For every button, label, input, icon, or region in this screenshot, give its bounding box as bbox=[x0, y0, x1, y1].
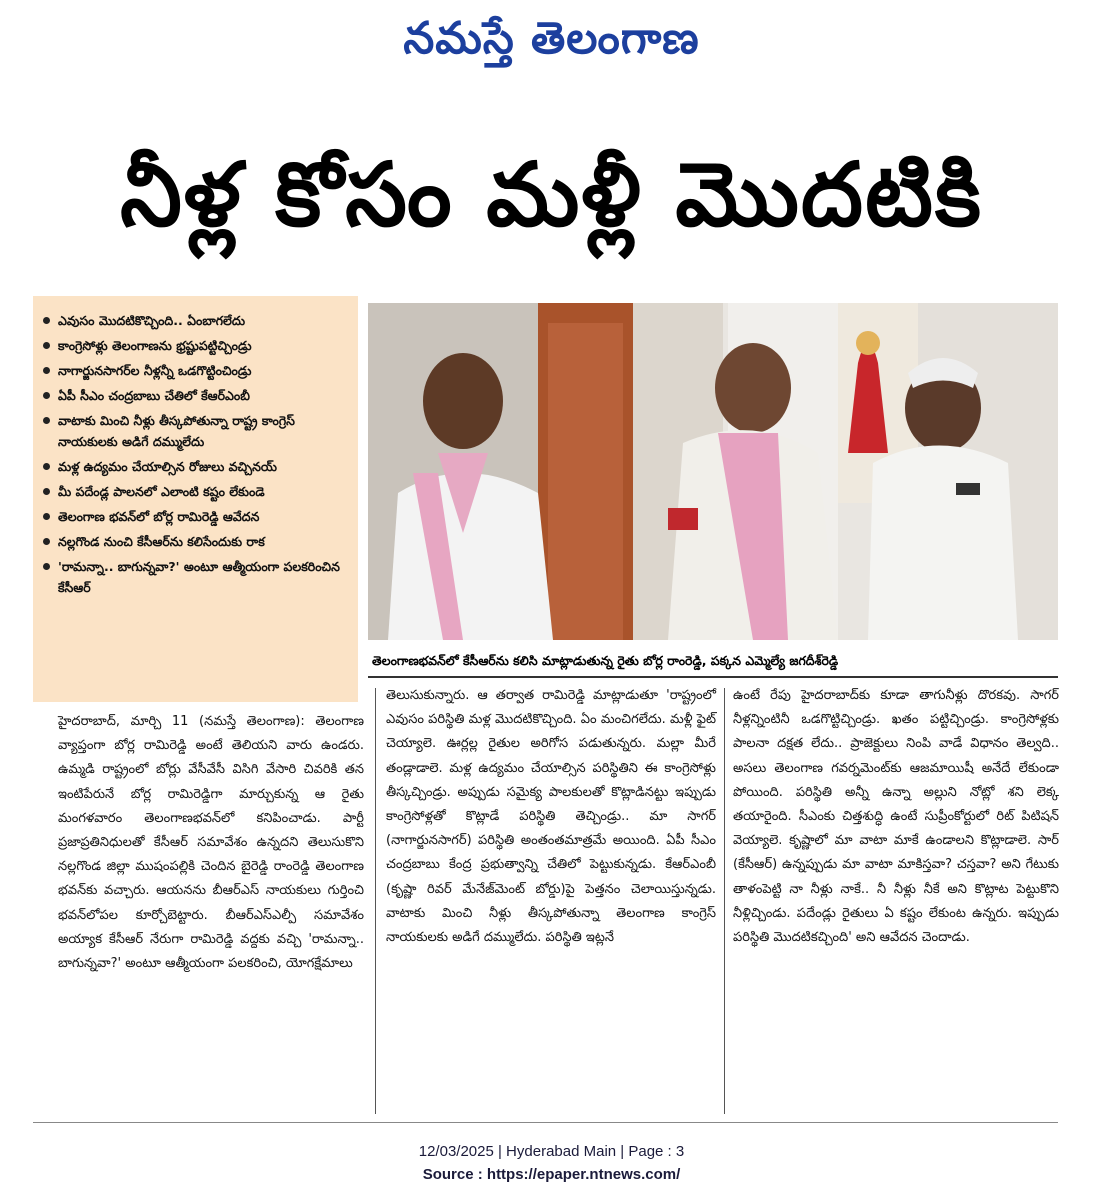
footer-edition-info: 12/03/2025 | Hyderabad Main | Page : 3 bbox=[418, 1143, 685, 1160]
bullet-icon bbox=[43, 563, 50, 570]
highlights-box bbox=[33, 296, 358, 702]
column-divider bbox=[724, 688, 725, 1114]
caption-divider bbox=[368, 676, 1058, 678]
bullet-icon bbox=[43, 417, 50, 424]
bullet-icon bbox=[43, 317, 50, 324]
footer-source: Source : https://epaper.ntnews.com/ bbox=[422, 1166, 681, 1183]
column-divider bbox=[375, 688, 376, 1114]
highlight-item: ఎవుసం మొదటికొచ్చింది.. ఏంబాగలేదు bbox=[41, 310, 350, 331]
highlight-item: వాటాకు మించి నీళ్లు తీస్కపోతున్నా రాష్ట్ర కాంగ్రెస్ నాయకులకు అడిగే దమ్ములేదు bbox=[41, 410, 350, 452]
highlight-item: ఏపీ సీఎం చంద్రబాబు చేతిలో కేఆర్‌ఎంబీ bbox=[41, 385, 350, 406]
bullet-icon bbox=[43, 367, 50, 374]
bullet-icon bbox=[43, 463, 50, 470]
highlight-item: మళ్ల ఉద్యమం చేయాల్సిన రోజులు వచ్చినయ్ bbox=[41, 456, 350, 477]
article-column-1: హైదరాబాద్, మార్చి 11 (నమస్తే తెలంగాణ): తెలంగాణ వ్యాప్తంగా బోర్ల రామిరెడ్డి అంటే తెలియని వారు ఉండరు. ఉమ్మడి రాష్ట్రంలో బోర్లు వేసీవేసీ విసిగి వేసారి చివరికి తన ఇంటిపేరునే బోర్ల రామిరెడ్డిగా మార్చుకున్న ఆ రైతు మంగళవారం తెలంగాణభవన్‌లో కనిపించాడు. పార్టీ ప్రజాప్రతినిధులతో కేసీఆర్ సమావేశం ఉన్నదని తెలుసుకొని నల్లగొండ జిల్లా ముషంపల్లికి చెందిన బైరెడ్డి రాంరెడ్డి తెలంగాణ భవన్‌కు వచ్చారు. ఆయనను బీఆర్‌ఎస్ నాయకులు గుర్తించి భవన్‌లోపల కూర్చోబెట్టారు. బీఆర్‌ఎస్ఎల్పీ సమావేశం అయ్యాక కేసీఆర్ నేరుగా రామిరెడ్డి వద్దకు వచ్చి 'రామన్నా.. బాగున్నవా?' అంటూ ఆత్మీయంగా పలకరించి, యోగక్షేమాలు bbox=[58, 714, 364, 972]
news-photo bbox=[368, 303, 1058, 640]
bullet-icon bbox=[43, 488, 50, 495]
headline: నీళ్ల కోసం మళ్లీ మొదటికి bbox=[120, 143, 983, 246]
footer-divider bbox=[33, 1122, 1058, 1123]
photo-caption: తెలంగాణభవన్‌లో కేసీఆర్‌ను కలిసి మాట్లాడుతున్న రైతు బోర్ల రాంరెడ్డి, పక్కన ఎమ్మెల్యే జగదీశ్‌రెడ్డి bbox=[372, 653, 839, 668]
highlight-item: మీ పదేండ్ల పాలనలో ఎలాంటి కష్టం లేకుండె bbox=[41, 481, 350, 502]
masthead-logo: నమస్తే తెలంగాణ bbox=[403, 13, 700, 64]
highlight-item: కాంగ్రెసోళ్లు తెలంగాణను భ్రష్టుపట్టిచ్చిండ్రు bbox=[41, 335, 350, 356]
bullet-icon bbox=[43, 538, 50, 545]
bullet-icon bbox=[43, 513, 50, 520]
article-column-2: తెలుసుకున్నారు. ఆ తర్వాత రామిరెడ్డి మాట్లాడుతూ 'రాష్ట్రంలో ఎవుసం పరిస్థితి మళ్ల మొదటికొచ్చింది. ఏం మంచిగలేదు. మళ్లీ ఫైట్ చెయ్యాలె. ఊర్లల్ల రైతుల అరిగోస పడుతున్నరు. మల్లా మీరే తండ్లాడాలె. మళ్ల ఉద్యమం చేయాల్సిన పరిస్థితిని ఈ కాంగ్రెసోళ్లు తీస్కచ్చిండ్రు. అప్పుడు సమైక్య పాలకులతో కొట్లాడినట్టు ఇప్పుడు కాంగ్రెసోళ్లతో కొట్లాడే పరిస్థితి తెచ్చిండ్రు.. మా సాగర్ (నాగార్జునసాగర్) పరిస్థితి అంతంతమాత్రమే అయింది. ఏపీ సీఎం చంద్రబాబు కేంద్ర ప్రభుత్వాన్ని చేతిలో పెట్టుకున్నడు. కేఆర్‌ఎంబీ (కృష్ణా రివర్ మేనేజ్‌మెంట్ బోర్డు)పై పెత్తనం చెలాయిస్తున్నడు. వాటాకు మించి నీళ్లు తీస్కపోతున్నా తెలంగాణ కాంగ్రెస్ నాయకులకు అడిగే దమ్ములేదు. పరిస్థితి ఇట్లనే bbox=[386, 688, 716, 946]
highlight-item: నల్లగొండ నుంచి కేసీఆర్‌ను కలిసేందుకు రాక bbox=[41, 531, 350, 552]
highlight-item: నాగార్జునసాగర్‌ల నీళ్లన్నీ ఒడగొట్టించిండ్రు bbox=[41, 360, 350, 381]
bullet-icon bbox=[43, 392, 50, 399]
bullet-icon bbox=[43, 342, 50, 349]
article-column-3: ఉంటే రేపు హైదరాబాద్‌కు కూడా తాగునీళ్లు దొరకవు. సాగర్ నీళ్లన్నింటినీ ఒడగొట్టిచ్చిండ్రు. ఖతం పట్టిచ్చిండ్రు. కాంగ్రెసోళ్లకు పాలనా దక్షత లేదు.. ప్రాజెక్టులు నింపి వాడే విధానం తెల్వది.. అసలు తెలంగాణ గవర్నమెంట్‌కు ఆజమాయిషీ అనేదే లేకుండా పోయింది. పరిస్థితి అన్నీ ఉన్నా అల్లుని నోట్లో శని లెక్క తయారైంది. సీఎంకు చిత్తశుద్ధి ఉంటే సుప్రీంకోర్టులో రిట్ పిటిషన్ వెయ్యాలె. కృష్ణాలో మా వాటా మాకే ఉండాలని కొట్లాడాలె. సార్ (కేసీఆర్) ఉన్నప్పుడు మా వాటా మాకిస్తవా? చస్తవా? అని గేటుకు తాళంపెట్టి నా నీళ్లు నాకే.. నీ నీళ్లు నీకే అని కొట్లాట పెట్టుకొని నీళ్లిచ్చిండు. పదేండ్లు రైతులు ఏ కష్టం లేకుంట ఉన్నరు. ఇప్పుడు పరిస్థితి మొదటికచ్చింది' అని ఆవేదన చెందాడు. bbox=[733, 688, 1059, 946]
highlight-item: తెలంగాణ భవన్‌లో బోర్ల రామిరెడ్డి ఆవేదన bbox=[41, 506, 350, 527]
highlight-item: 'రామన్నా.. బాగున్నవా?' అంటూ ఆత్మీయంగా పలకరించిన కేసీఆర్ bbox=[41, 556, 350, 598]
